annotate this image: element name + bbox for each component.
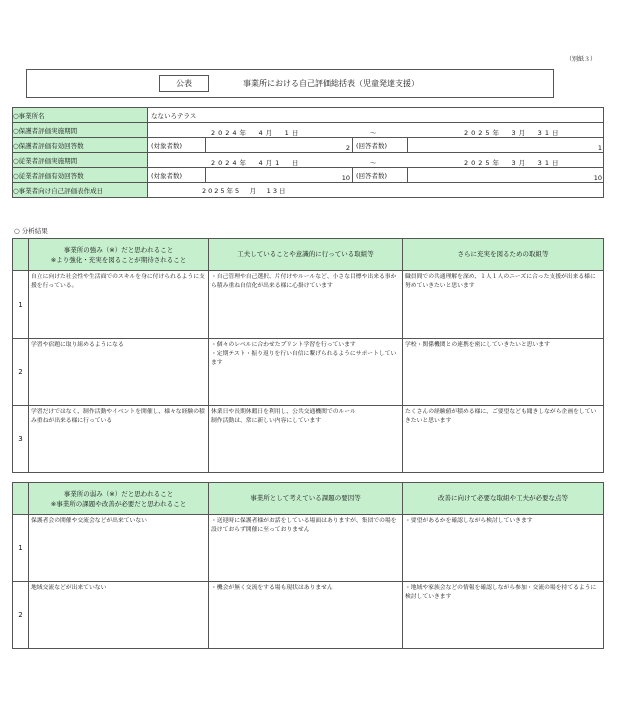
created-label: ○事業者向け自己評価表作成日 <box>13 183 148 198</box>
cause-text: ・送迎時に保護者様がお話をしている場面はありますが、集団での場を設けておらず開催に至っておりません <box>209 515 403 582</box>
further-text: 職員間での共通理解を深め、１人１人のニーズに合った支援が出来る様に努めていきたいと思います <box>403 271 604 339</box>
staff-period-start: 2024年 4月1 日 <box>211 159 302 167</box>
row-number: 1 <box>13 515 29 582</box>
staff-count-label: ○従業者評価有効回答数 <box>13 168 148 183</box>
further-text: たくさんの経験値が積める様に、ご要望なども聞きしながら企画をしていきたいと思います <box>403 406 604 473</box>
staff-target-count: 10 <box>206 168 353 183</box>
strengths-table <box>12 238 604 473</box>
header-causes: 事業所として考えている課題の要因等 <box>209 483 403 515</box>
tilde: ～ <box>370 159 377 167</box>
parent-answer-count: 1 <box>408 138 604 153</box>
header-weaknesses-note: ※事業所の課題や改善が必要だと思われること <box>50 499 187 508</box>
row-number: 3 <box>13 406 29 473</box>
header-further: さらに充実を図るための取組等 <box>403 239 604 271</box>
table-row <box>13 406 604 473</box>
cause-text: ・機会が無く交流をする場も現状はありません <box>209 582 403 649</box>
created-date: 2025年5 月 13日 <box>148 183 604 198</box>
header-strengths-note: ※より強化・充実を図ることが期待されること <box>50 255 187 264</box>
parent-period-label: ○保護者評価実施期間 <box>13 123 148 138</box>
parent-period-end: 2025年 3月 31日 <box>464 129 562 137</box>
office-name: なないろテラス <box>148 108 604 123</box>
answer-label: (回答者数) <box>353 138 408 153</box>
weakness-text: 地域交流などが出来ていない <box>29 582 209 649</box>
target-label: (対象者数) <box>148 138 206 153</box>
info-table <box>12 107 604 198</box>
strength-text: 自立に向けた社会性や生活面でのスキルを身に付けられるように支援を行っている。 <box>29 271 209 339</box>
improvement-text: ・地域や家族会などの情報を確認しながら参加・交流の場を持てるように検討していきます <box>403 582 604 649</box>
table-row <box>13 515 604 582</box>
table-row <box>13 582 604 649</box>
title-box <box>26 69 554 98</box>
page-title: 事業所における自己評価総括表（児童発達支援） <box>243 79 419 88</box>
staff-period-end: 2025年 3月 31日 <box>464 159 562 167</box>
header-improvements: 改善に向けて必要な取組や工夫が必要な点等 <box>403 483 604 515</box>
row-number: 1 <box>13 271 29 339</box>
strength-text: 学習や宿題に取り組めるようになる <box>29 339 209 406</box>
header-strengths: 事業所の強み（※）だと思われること <box>63 245 174 254</box>
public-label: 公表 <box>159 75 209 92</box>
weaknesses-table <box>12 482 604 649</box>
analysis-label: ○ 分析結果 <box>14 227 48 235</box>
parent-target-count: 2 <box>206 138 353 153</box>
parent-period-start: 2024年 4月 1日 <box>211 129 302 137</box>
header-efforts: 工夫していることや意識的に行っている取組等 <box>209 239 403 271</box>
table-row <box>13 339 604 406</box>
tilde: ～ <box>370 129 377 137</box>
target-label: (対象者数) <box>148 168 206 183</box>
effort-text: ・自己管理や自己選択、片付けやルールなど、小さな目標や出来る事から積み重ね自信化が出来る様に心掛けています <box>209 271 403 339</box>
table-row <box>13 271 604 339</box>
header-weaknesses: 事業所の弱み（※）だと思われること <box>63 489 174 498</box>
staff-answer-count: 10 <box>408 168 604 183</box>
improvement-text: ・要望があるかを確認しながら検討していきます <box>403 515 604 582</box>
row-number: 2 <box>13 339 29 406</box>
weakness-text: 保護者会の開催や交流会などが出来ていない <box>29 515 209 582</box>
further-text: 学校・関係機関との連携を密にしていきたいと思います <box>403 339 604 406</box>
office-name-label: ○事業所名 <box>13 108 148 123</box>
strength-text: 学習だけではなく、制作活動やイベントを開催し、様々な経験の積み重ねが出来る様に行っている <box>29 406 209 473</box>
parent-count-label: ○保護者評価有効回答数 <box>13 138 148 153</box>
answer-label: (回答者数) <box>353 168 408 183</box>
effort-text: ・個々のレベルに合わせたプリント学習を行っています ・定期テスト・振り返りを行い自信に繋げられるようにサポートしています <box>209 339 403 406</box>
staff-period-label: ○従業者評価実施期間 <box>13 153 148 168</box>
effort-text: 休業日や長期休暇日を利用し、公共交通機関でのルール 制作活動は、常に新しい内容にしています <box>209 406 403 473</box>
form-id: （別紙３） <box>566 56 597 63</box>
row-number: 2 <box>13 582 29 649</box>
